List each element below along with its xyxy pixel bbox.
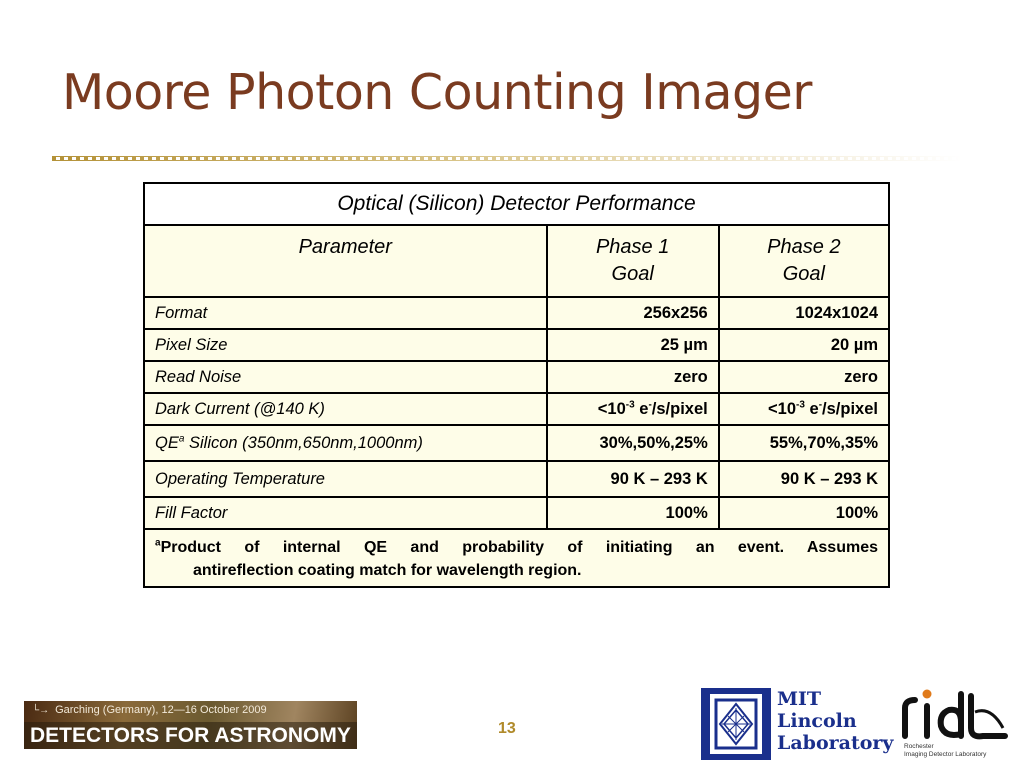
mit-text xyxy=(777,688,893,754)
mit-line3: Laboratory xyxy=(777,732,894,754)
footnote-line2: antireflection coating match for wavelength region. xyxy=(193,562,582,579)
performance-table xyxy=(143,182,890,588)
row-parameter xyxy=(144,425,547,461)
value-text: e xyxy=(634,399,649,418)
conference-name: DETECTORS FOR ASTRONOMY xyxy=(30,724,351,747)
value-superscript: - xyxy=(818,399,823,410)
footnote-text: Product of internal QE and probability of initiating an event. Assumes xyxy=(160,539,878,556)
table-row xyxy=(144,361,889,393)
footnote-marker: a xyxy=(178,433,185,444)
header-parameter-label: Parameter xyxy=(298,236,392,258)
value-superscript: - xyxy=(648,399,652,410)
header-phase2-line1: Phase 2 xyxy=(767,236,841,258)
conference-line-text: Garching (Germany), 12—16 October 2009 xyxy=(55,704,267,716)
header-phase1-line1: Phase 1 xyxy=(595,236,670,258)
slide-title: Moore Photon Counting Imager xyxy=(62,64,812,121)
ridl-caption xyxy=(904,743,986,759)
ridl-caption-line1: Rochester xyxy=(904,743,934,750)
row-phase1-value: 90 K – 293 K xyxy=(547,461,719,497)
row-phase2-value: zero xyxy=(719,361,889,393)
mit-line2: Lincoln xyxy=(777,710,857,732)
row-parameter: Pixel Size xyxy=(144,329,547,361)
header-phase1-line2: Goal xyxy=(611,263,654,285)
row-phase1-value: 256x256 xyxy=(547,297,719,329)
table-row xyxy=(144,497,889,529)
table-header-row xyxy=(144,225,889,297)
conference-line xyxy=(32,704,267,716)
row-phase2-value xyxy=(719,393,889,425)
row-parameter: Dark Current (@140 K) xyxy=(144,393,547,425)
table-row xyxy=(144,461,889,497)
mit-line1: MIT xyxy=(777,688,822,710)
ridl-caption-line2: Imaging Detector Laboratory xyxy=(904,751,987,758)
table-row xyxy=(144,425,889,461)
footnote-marker: a xyxy=(155,537,161,549)
header-parameter xyxy=(144,225,547,297)
row-phase1-value: 25 µm xyxy=(547,329,719,361)
value-text: <10 xyxy=(597,399,626,418)
param-text: QE xyxy=(155,433,179,452)
row-phase1-value: 100% xyxy=(547,497,719,529)
ridl-logo-icon xyxy=(899,688,1009,744)
value-text: /s/pixel xyxy=(651,399,708,418)
header-phase2 xyxy=(719,225,889,297)
mit-lincoln-logo xyxy=(701,688,894,762)
value-exponent: -3 xyxy=(625,399,635,410)
table-row xyxy=(144,393,889,425)
table-row xyxy=(144,297,889,329)
table-caption: Optical (Silicon) Detector Performance xyxy=(144,183,889,225)
ridl-logo xyxy=(899,688,1009,766)
value-text: e xyxy=(804,399,819,418)
title-divider xyxy=(52,156,962,161)
conference-banner xyxy=(24,701,357,749)
arrow-icon: └→ xyxy=(32,705,50,716)
value-text: /s/pixel xyxy=(822,399,878,418)
header-phase1 xyxy=(547,225,719,297)
row-parameter: Read Noise xyxy=(144,361,547,393)
row-phase1-value: zero xyxy=(547,361,719,393)
row-parameter: Operating Temperature xyxy=(144,461,547,497)
row-parameter: Format xyxy=(144,297,547,329)
footnote-row xyxy=(144,529,889,587)
footnote-line1 xyxy=(155,536,878,559)
value-text: <10 xyxy=(768,399,797,418)
param-text: Silicon (350nm,650nm,1000nm) xyxy=(184,433,423,452)
page-number: 13 xyxy=(498,720,516,737)
row-phase2-value: 20 µm xyxy=(719,329,889,361)
row-phase2-value: 55%,70%,35% xyxy=(719,425,889,461)
table-footnote xyxy=(144,529,889,587)
row-phase1-value: 30%,50%,25% xyxy=(547,425,719,461)
row-phase2-value: 1024x1024 xyxy=(719,297,889,329)
table-row xyxy=(144,329,889,361)
row-phase1-value xyxy=(547,393,719,425)
row-parameter: Fill Factor xyxy=(144,497,547,529)
value-exponent: -3 xyxy=(796,399,805,410)
row-phase2-value: 90 K – 293 K xyxy=(719,461,889,497)
mit-shield-icon xyxy=(701,688,771,760)
header-phase2-line2: Goal xyxy=(782,263,825,285)
row-phase2-value: 100% xyxy=(719,497,889,529)
